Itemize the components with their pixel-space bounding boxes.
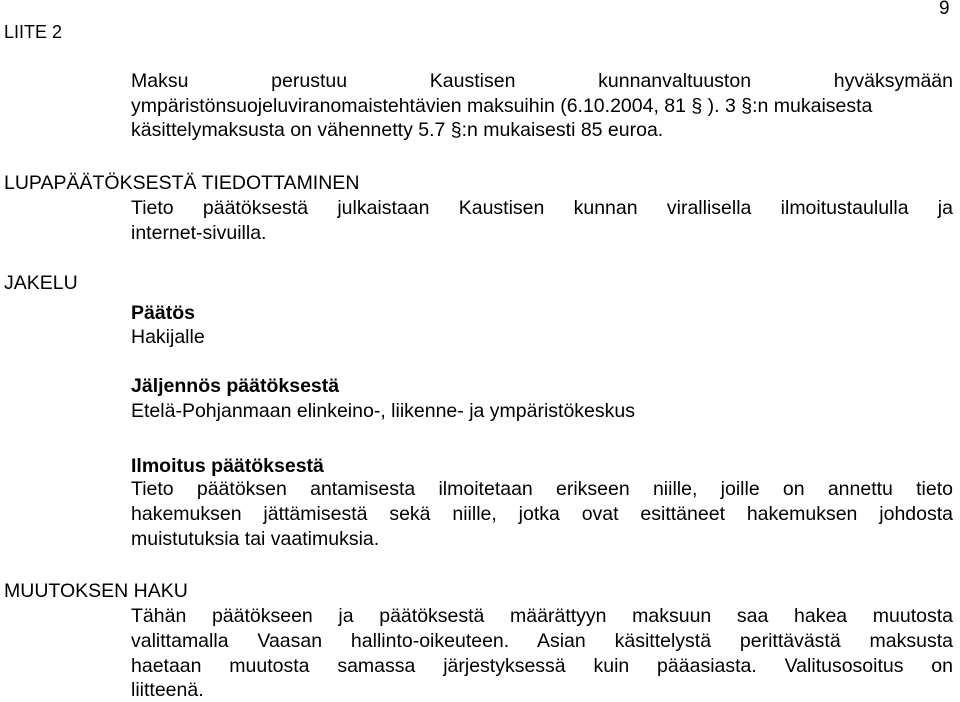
page-number: 9 (939, 0, 950, 19)
decision-title: Päätös (131, 302, 195, 324)
decision-recipient: Hakijalle (131, 326, 205, 348)
fee-line: ympäristönsuojeluviranomaistehtävien maksuihin (6.10.2004, 81 § ). 3 §:n mukaisesta (131, 95, 873, 117)
fee-line: käsittelymaksusta on vähennetty 5.7 §:n mukaisesti 85 euroa. (131, 119, 664, 141)
notice-line: Tieto päätöksen antamisesta ilmoitetaan erikseen niille, joille on annettu tieto (131, 478, 953, 500)
copy-recipient: Etelä-Pohjanmaan elinkeino-, liikenne- ja ympäristökeskus (131, 400, 636, 422)
appeal-line: haetaan muutosta samassa järjestyksessä kuin pääasiasta. Valitusosoitus on (131, 655, 953, 677)
appeal-line: Tähän päätökseen ja päätöksestä määrättyyn maksuun saa hakea muutosta (131, 605, 953, 627)
distribution-heading: JAKELU (4, 272, 78, 294)
notification-line: internet-sivuilla. (131, 222, 267, 244)
notice-title: Ilmoitus päätöksestä (131, 455, 324, 477)
appeal-heading: MUUTOKSEN HAKU (4, 580, 188, 602)
fee-line: Maksu perustuu Kaustisen kunnanvaltuuston hyväksymään (131, 70, 953, 92)
appeal-line: valittamalla Vaasan hallinto-oikeuteen. Asian käsittelystä perittävästä maksusta (131, 630, 953, 652)
appeal-line: liitteenä. (131, 679, 204, 701)
notification-heading: LUPAPÄÄTÖKSESTÄ TIEDOTTAMINEN (4, 172, 360, 194)
notification-line: Tieto päätöksestä julkaistaan Kaustisen kunnan virallisella ilmoitustaululla ja (131, 197, 953, 219)
attachment-label: LIITE 2 (4, 22, 63, 42)
copy-title: Jäljennös päätöksestä (131, 375, 340, 397)
notice-line: hakemuksen jättämisestä sekä niille, jotka ovat esittäneet hakemuksen johdosta (131, 503, 953, 525)
notice-line: muistutuksia tai vaatimuksia. (131, 528, 380, 550)
